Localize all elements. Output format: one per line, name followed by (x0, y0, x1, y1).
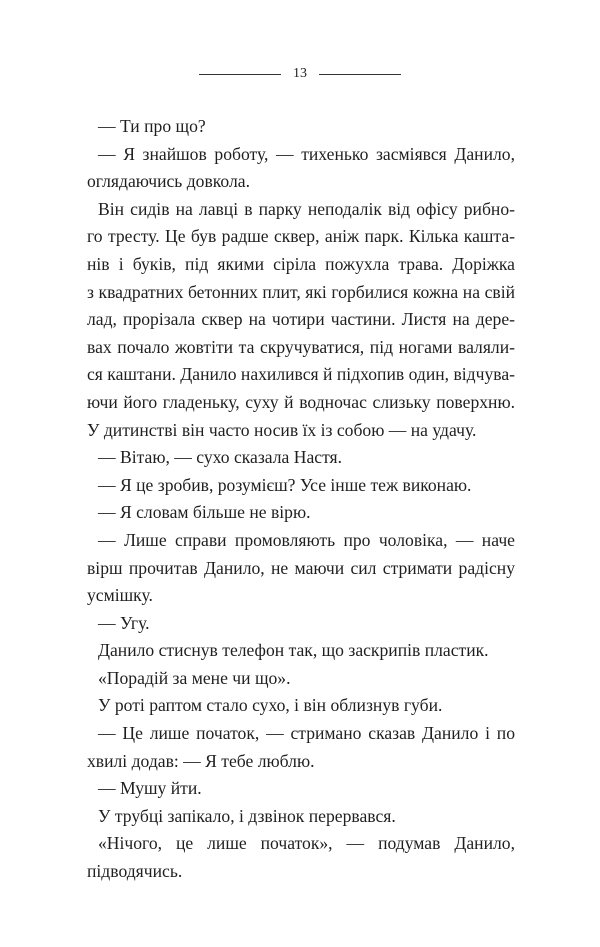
text-line: нів і буків, під якими сіріла пожухла трава. Доріжка (87, 253, 515, 274)
text-line: ючи його гладеньку, суху й водночас слизьку поверхню. (87, 391, 515, 412)
paragraph (87, 610, 515, 638)
text-line: — Лише справи промовляють про чоловіка, — наче (98, 529, 515, 550)
text-line: — Вітаю, — сухо сказала Настя. (98, 447, 343, 468)
text-line: оглядаючись довкола. (87, 171, 250, 192)
paragraph (87, 720, 515, 775)
text-line: Він сидів на лавці в парку неподалік від офісу рибно- (98, 198, 515, 219)
body-text (87, 113, 515, 886)
text-line: «Порадій за мене чи що». (98, 667, 291, 688)
text-line: — Я це зробив, розумієш? Усе інше теж виконаю. (98, 474, 472, 495)
text-line: — Я словам більше не вірю. (98, 502, 311, 523)
paragraph (87, 113, 515, 141)
text-line: — Мушу йти. (98, 778, 202, 799)
paragraph (87, 692, 515, 720)
paragraph (87, 499, 515, 527)
paragraph (87, 472, 515, 500)
paragraph (87, 830, 515, 885)
text-line: У роті раптом стало сухо, і він облизнув губи. (98, 695, 443, 716)
text-line: хвилі додав: — Я тебе люблю. (87, 750, 315, 771)
text-line: У дитинстві він часто носив їх із собою — на удачу. (87, 419, 477, 440)
paragraph (87, 775, 515, 803)
paragraph (87, 444, 515, 472)
text-line: — Угу. (98, 612, 150, 633)
paragraph (87, 665, 515, 693)
text-line: підводячись. (87, 861, 183, 882)
text-line: го тресту. Це був радше сквер, аніж парк. Кілька кашта- (87, 226, 515, 247)
page-number: 13 (293, 66, 307, 81)
text-line: — Це лише початок, — стримано сказав Данило і по (98, 723, 515, 744)
paragraph (87, 141, 515, 196)
text-line: ся каштани. Данило нахилився й підхопив один, відчува- (87, 364, 515, 385)
text-line: з квадратних бетонних плит, які горбилися кожна на свій (87, 281, 515, 302)
text-line: — Я знайшов роботу, — тихенько засміявся Данило, (98, 143, 515, 164)
text-line: лад, прорізала сквер на чотири частини. Листя на дере- (87, 309, 515, 330)
text-line: «Нічого, це лише початок», — подумав Данило, (98, 833, 515, 854)
text-line: вах почало жовтіти та скручуватися, під ногами валяли- (87, 336, 515, 357)
page-header (0, 63, 600, 85)
text-line: вірш прочитав Данило, не маючи сил стримати радісну (87, 557, 515, 578)
paragraph (87, 196, 515, 444)
text-line: У трубці запікало, і дзвінок перервався. (98, 805, 396, 826)
text-line: Данило стиснув телефон так, що заскрипів пластик. (98, 640, 489, 661)
header-rule-right (319, 74, 401, 75)
text-line: — Ти про що? (98, 116, 206, 136)
text-line: усмішку. (87, 585, 153, 606)
paragraph (87, 803, 515, 831)
paragraph (87, 637, 515, 665)
paragraph (87, 527, 515, 610)
header-rule-left (199, 74, 281, 75)
